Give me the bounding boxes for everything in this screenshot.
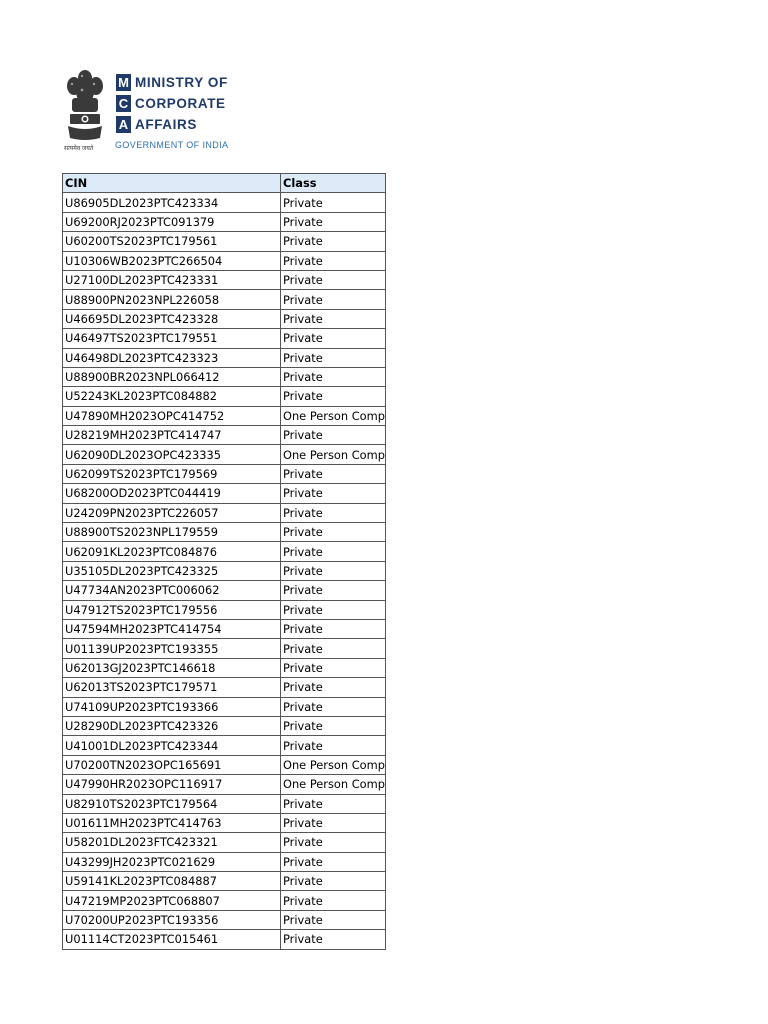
table-row bbox=[63, 697, 386, 716]
mca-wordmark bbox=[116, 72, 228, 135]
cin-cell: U59141KL2023PTC084887 bbox=[63, 872, 281, 891]
cin-cell: U47912TS2023PTC179556 bbox=[63, 600, 281, 619]
table-row bbox=[63, 387, 386, 406]
class-cell: Private bbox=[281, 697, 386, 716]
cin-cell: U74109UP2023PTC193366 bbox=[63, 697, 281, 716]
cin-cell: U70200TN2023OPC165691 bbox=[63, 755, 281, 774]
cin-cell: U62013TS2023PTC179571 bbox=[63, 678, 281, 697]
table-row bbox=[63, 755, 386, 774]
table-row bbox=[63, 445, 386, 464]
class-cell: Private bbox=[281, 212, 386, 231]
mca-logo bbox=[62, 66, 242, 156]
table-row bbox=[63, 833, 386, 852]
cin-cell: U47219MP2023PTC068807 bbox=[63, 891, 281, 910]
class-cell: Private bbox=[281, 639, 386, 658]
class-cell: One Person Comp bbox=[281, 406, 386, 425]
table-row bbox=[63, 561, 386, 580]
class-cell: Private bbox=[281, 193, 386, 212]
cin-class-table bbox=[62, 173, 386, 950]
table-row bbox=[63, 678, 386, 697]
cin-cell: U88900TS2023NPL179559 bbox=[63, 523, 281, 542]
wordmark-letter-a: A bbox=[116, 116, 131, 133]
table-row bbox=[63, 367, 386, 386]
wordmark-line-ministry bbox=[116, 72, 228, 93]
table-row bbox=[63, 600, 386, 619]
class-cell: Private bbox=[281, 348, 386, 367]
cin-cell: U41001DL2023PTC423344 bbox=[63, 736, 281, 755]
table-row bbox=[63, 891, 386, 910]
cin-cell: U86905DL2023PTC423334 bbox=[63, 193, 281, 212]
table-row bbox=[63, 406, 386, 425]
table-row bbox=[63, 716, 386, 735]
class-cell: One Person Comp bbox=[281, 445, 386, 464]
table-row bbox=[63, 872, 386, 891]
cin-cell: U47734AN2023PTC006062 bbox=[63, 581, 281, 600]
class-cell: Private bbox=[281, 891, 386, 910]
cin-cell: U62090DL2023OPC423335 bbox=[63, 445, 281, 464]
column-header-cin: CIN bbox=[63, 174, 281, 193]
table-header-row bbox=[63, 174, 386, 193]
class-cell: Private bbox=[281, 581, 386, 600]
cin-cell: U70200UP2023PTC193356 bbox=[63, 910, 281, 929]
class-cell: Private bbox=[281, 464, 386, 483]
table-row bbox=[63, 813, 386, 832]
class-cell: Private bbox=[281, 678, 386, 697]
table-row bbox=[63, 348, 386, 367]
class-cell: Private bbox=[281, 387, 386, 406]
class-cell: Private bbox=[281, 484, 386, 503]
cin-cell: U24209PN2023PTC226057 bbox=[63, 503, 281, 522]
class-cell: Private bbox=[281, 833, 386, 852]
class-cell: Private bbox=[281, 736, 386, 755]
government-of-india-label: GOVERNMENT OF INDIA bbox=[115, 140, 229, 150]
cin-cell: U01114CT2023PTC015461 bbox=[63, 930, 281, 949]
class-cell: Private bbox=[281, 290, 386, 309]
wordmark-word-affairs: AFFAIRS bbox=[135, 117, 197, 132]
cin-cell: U46498DL2023PTC423323 bbox=[63, 348, 281, 367]
cin-cell: U35105DL2023PTC423325 bbox=[63, 561, 281, 580]
table-row bbox=[63, 775, 386, 794]
table-row bbox=[63, 639, 386, 658]
ashoka-emblem-icon bbox=[64, 68, 106, 142]
table-row bbox=[63, 251, 386, 270]
cin-cell: U52243KL2023PTC084882 bbox=[63, 387, 281, 406]
table-row bbox=[63, 619, 386, 638]
cin-cell: U62091KL2023PTC084876 bbox=[63, 542, 281, 561]
class-cell: Private bbox=[281, 813, 386, 832]
cin-cell: U68200OD2023PTC044419 bbox=[63, 484, 281, 503]
class-cell: Private bbox=[281, 794, 386, 813]
cin-cell: U46497TS2023PTC179551 bbox=[63, 329, 281, 348]
emblem-caption: सत्यमेव जयते bbox=[64, 146, 94, 152]
cin-cell: U60200TS2023PTC179561 bbox=[63, 232, 281, 251]
table-row bbox=[63, 930, 386, 949]
cin-cell: U62099TS2023PTC179569 bbox=[63, 464, 281, 483]
table-row bbox=[63, 523, 386, 542]
cin-cell: U10306WB2023PTC266504 bbox=[63, 251, 281, 270]
table-row bbox=[63, 852, 386, 871]
table-row bbox=[63, 542, 386, 561]
class-cell: Private bbox=[281, 270, 386, 289]
class-cell: Private bbox=[281, 251, 386, 270]
class-cell: Private bbox=[281, 329, 386, 348]
table-row bbox=[63, 290, 386, 309]
class-cell: One Person Comp bbox=[281, 775, 386, 794]
table-row bbox=[63, 309, 386, 328]
cin-cell: U88900BR2023NPL066412 bbox=[63, 367, 281, 386]
table-row bbox=[63, 484, 386, 503]
table-row bbox=[63, 794, 386, 813]
class-cell: Private bbox=[281, 910, 386, 929]
wordmark-line-corporate bbox=[116, 93, 228, 114]
class-cell: Private bbox=[281, 600, 386, 619]
class-cell: Private bbox=[281, 716, 386, 735]
table-row bbox=[63, 193, 386, 212]
wordmark-line-affairs bbox=[116, 114, 228, 135]
class-cell: Private bbox=[281, 426, 386, 445]
class-cell: Private bbox=[281, 232, 386, 251]
class-cell: Private bbox=[281, 930, 386, 949]
cin-cell: U47990HR2023OPC116917 bbox=[63, 775, 281, 794]
cin-cell: U47890MH2023OPC414752 bbox=[63, 406, 281, 425]
wordmark-letter-m: M bbox=[116, 74, 131, 91]
wordmark-word-ministry: MINISTRY OF bbox=[135, 75, 228, 90]
table-body bbox=[63, 193, 386, 949]
table-row bbox=[63, 270, 386, 289]
table-row bbox=[63, 232, 386, 251]
class-cell: Private bbox=[281, 852, 386, 871]
cin-cell: U46695DL2023PTC423328 bbox=[63, 309, 281, 328]
table-row bbox=[63, 503, 386, 522]
class-cell: Private bbox=[281, 561, 386, 580]
class-cell: Private bbox=[281, 619, 386, 638]
column-header-class: Class bbox=[281, 174, 386, 193]
class-cell: Private bbox=[281, 503, 386, 522]
class-cell: Private bbox=[281, 872, 386, 891]
cin-cell: U62013GJ2023PTC146618 bbox=[63, 658, 281, 677]
table-row bbox=[63, 581, 386, 600]
class-cell: One Person Comp bbox=[281, 755, 386, 774]
table-row bbox=[63, 464, 386, 483]
wordmark-word-corporate: CORPORATE bbox=[135, 96, 226, 111]
class-cell: Private bbox=[281, 309, 386, 328]
cin-cell: U28219MH2023PTC414747 bbox=[63, 426, 281, 445]
cin-cell: U28290DL2023PTC423326 bbox=[63, 716, 281, 735]
class-cell: Private bbox=[281, 658, 386, 677]
cin-cell: U01611MH2023PTC414763 bbox=[63, 813, 281, 832]
table-row bbox=[63, 212, 386, 231]
class-cell: Private bbox=[281, 523, 386, 542]
class-cell: Private bbox=[281, 367, 386, 386]
cin-cell: U01139UP2023PTC193355 bbox=[63, 639, 281, 658]
cin-cell: U58201DL2023FTC423321 bbox=[63, 833, 281, 852]
cin-cell: U47594MH2023PTC414754 bbox=[63, 619, 281, 638]
table-row bbox=[63, 329, 386, 348]
cin-cell: U69200RJ2023PTC091379 bbox=[63, 212, 281, 231]
table-row bbox=[63, 736, 386, 755]
cin-cell: U82910TS2023PTC179564 bbox=[63, 794, 281, 813]
table-row bbox=[63, 658, 386, 677]
cin-cell: U27100DL2023PTC423331 bbox=[63, 270, 281, 289]
table-row bbox=[63, 426, 386, 445]
wordmark-letter-c: C bbox=[116, 95, 131, 112]
cin-cell: U88900PN2023NPL226058 bbox=[63, 290, 281, 309]
class-cell: Private bbox=[281, 542, 386, 561]
table-row bbox=[63, 910, 386, 929]
cin-cell: U43299JH2023PTC021629 bbox=[63, 852, 281, 871]
